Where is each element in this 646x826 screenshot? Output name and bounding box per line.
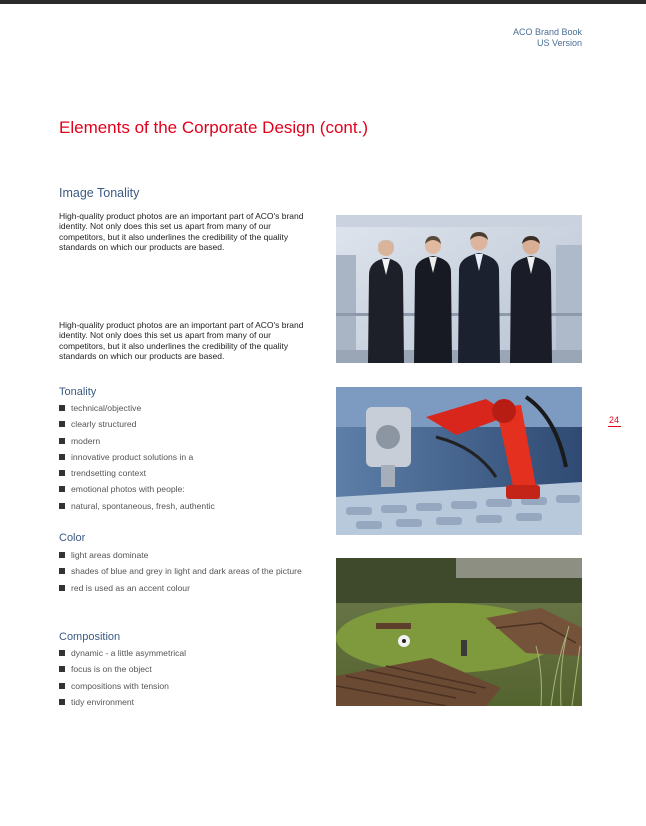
list-item: compositions with tension: [59, 678, 186, 694]
page-number: 24: [609, 415, 620, 425]
bullet-square-icon: [59, 470, 65, 476]
bullet-square-icon: [59, 421, 65, 427]
team-photo: [336, 215, 582, 363]
list-item: clearly structured: [59, 416, 215, 432]
list-item: shades of blue and grey in light and dark areas of the picture: [59, 563, 311, 579]
bullet-square-icon: [59, 568, 65, 574]
list-item: red is used as an accent colour: [59, 580, 311, 596]
tonality-list: [59, 400, 215, 514]
bullet-square-icon: [59, 405, 65, 411]
tonality-heading: Tonality: [59, 386, 97, 398]
bullet-square-icon: [59, 486, 65, 492]
color-heading: Color: [59, 532, 86, 544]
robot-photo: [336, 387, 582, 535]
bullet-square-icon: [59, 666, 65, 672]
page-title: Elements of the Corporate Design (cont.): [59, 118, 368, 137]
list-item: dynamic - a little asymmetrical: [59, 645, 186, 661]
list-item: innovative product solutions in a: [59, 449, 215, 465]
intro-paragraph-1: High-quality product photos are an important part of ACO's brand identity. Not only does this set us apart from many of our competitors, but it also underlines the credibility of the quality standards on which our products are based.: [59, 211, 304, 252]
list-item: technical/objective: [59, 400, 215, 416]
list-item: light areas dominate: [59, 547, 311, 563]
bullet-square-icon: [59, 552, 65, 558]
list-item: natural, spontaneous, fresh, authentic: [59, 498, 215, 514]
list-item: tidy environment: [59, 694, 186, 710]
bullet-square-icon: [59, 585, 65, 591]
document-header: [513, 27, 582, 49]
bullet-square-icon: [59, 454, 65, 460]
list-item: modern: [59, 433, 215, 449]
bullet-square-icon: [59, 683, 65, 689]
color-list: [59, 547, 311, 596]
list-item: focus is on the object: [59, 661, 186, 677]
section-subtitle: Image Tonality: [59, 186, 140, 200]
composition-list: [59, 645, 186, 710]
bullet-square-icon: [59, 650, 65, 656]
bullet-square-icon: [59, 438, 65, 444]
composition-heading: Composition: [59, 631, 121, 643]
header-version: US Version: [536, 38, 582, 48]
intro-paragraph-2: High-quality product photos are an important part of ACO's brand identity. Not only does this set us apart from many of our competitors, but it also underlines the credibility of the quality standards on which our products are based.: [59, 320, 304, 361]
top-bar: [0, 0, 646, 4]
list-item: trendsetting context: [59, 465, 215, 481]
bullet-square-icon: [59, 503, 65, 509]
garden-photo: [336, 558, 582, 706]
bullet-square-icon: [59, 699, 65, 705]
list-item: emotional photos with people:: [59, 481, 215, 497]
header-title: ACO Brand Book: [512, 27, 582, 37]
